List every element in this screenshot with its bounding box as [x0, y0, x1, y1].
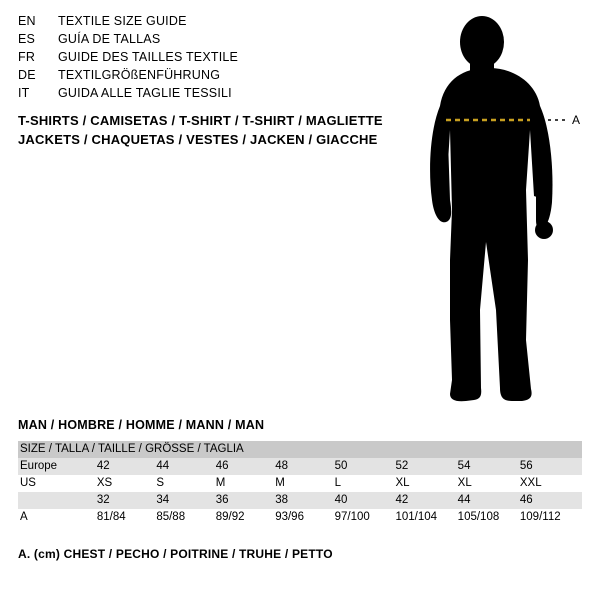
cell: 38	[275, 492, 334, 509]
male-silhouette-icon	[400, 10, 600, 410]
cell: M	[275, 475, 334, 492]
cell: 89/92	[216, 509, 275, 526]
language-text: TEXTILGRÖßENFÜHRUNG	[58, 68, 221, 82]
cell: 52	[395, 458, 457, 475]
language-code: ES	[18, 32, 36, 46]
table-row	[18, 458, 582, 475]
cell: 42	[97, 458, 156, 475]
measure-marker-label: A	[572, 113, 581, 127]
row-label: A	[18, 509, 97, 526]
cell: 42	[395, 492, 457, 509]
row-label: Europe	[18, 458, 97, 475]
language-row	[18, 68, 398, 86]
language-code: EN	[18, 14, 36, 28]
cell: 81/84	[97, 509, 156, 526]
language-row	[18, 86, 398, 104]
cell: XXL	[520, 475, 582, 492]
category-headings	[18, 111, 418, 149]
table-header-label: SIZE / TALLA / TAILLE / GRÖSSE / TAGLIA	[18, 441, 582, 458]
table-row	[18, 509, 582, 526]
cell: 34	[156, 492, 215, 509]
cell: 54	[458, 458, 520, 475]
cell: 48	[275, 458, 334, 475]
body-silhouette-figure	[400, 10, 600, 410]
cell: 105/108	[458, 509, 520, 526]
cell: M	[216, 475, 275, 492]
table-row	[18, 475, 582, 492]
row-label: US	[18, 475, 97, 492]
language-code: FR	[18, 50, 36, 64]
cell: 40	[335, 492, 396, 509]
cell: 44	[458, 492, 520, 509]
language-text: TEXTILE SIZE GUIDE	[58, 14, 187, 28]
cell: S	[156, 475, 215, 492]
cell: XL	[395, 475, 457, 492]
cell: 46	[520, 492, 582, 509]
cell: 101/104	[395, 509, 457, 526]
table-header-row	[18, 441, 582, 458]
language-code: IT	[18, 86, 30, 100]
cell: 97/100	[335, 509, 396, 526]
language-row	[18, 14, 398, 32]
language-list	[18, 14, 398, 104]
language-text: GUÍA DE TALLAS	[58, 32, 161, 46]
cell: 93/96	[275, 509, 334, 526]
cell: 56	[520, 458, 582, 475]
cell: 85/88	[156, 509, 215, 526]
language-row	[18, 50, 398, 68]
language-text: GUIDA ALLE TAGLIE TESSILI	[58, 86, 232, 100]
language-text: GUIDE DES TAILLES TEXTILE	[58, 50, 239, 64]
language-code: DE	[18, 68, 36, 82]
language-row	[18, 32, 398, 50]
chest-footnote: A. (cm) CHEST / PECHO / POITRINE / TRUHE / PETTO	[18, 547, 333, 561]
cell: XL	[458, 475, 520, 492]
table-section-title: MAN / HOMBRE / HOMME / MANN / MAN	[18, 418, 265, 432]
cell: 32	[97, 492, 156, 509]
cell: 50	[335, 458, 396, 475]
cell: 109/112	[520, 509, 582, 526]
size-table	[18, 441, 582, 526]
cell: L	[335, 475, 396, 492]
cell: XS	[97, 475, 156, 492]
heading-jackets: JACKETS / CHAQUETAS / VESTES / JACKEN / GIACCHE	[18, 132, 378, 147]
cell: 36	[216, 492, 275, 509]
cell: 46	[216, 458, 275, 475]
table-row	[18, 492, 582, 509]
heading-tshirts: T-SHIRTS / CAMISETAS / T-SHIRT / T-SHIRT / MAGLIETTE	[18, 113, 383, 128]
cell: 44	[156, 458, 215, 475]
row-label	[18, 492, 97, 509]
